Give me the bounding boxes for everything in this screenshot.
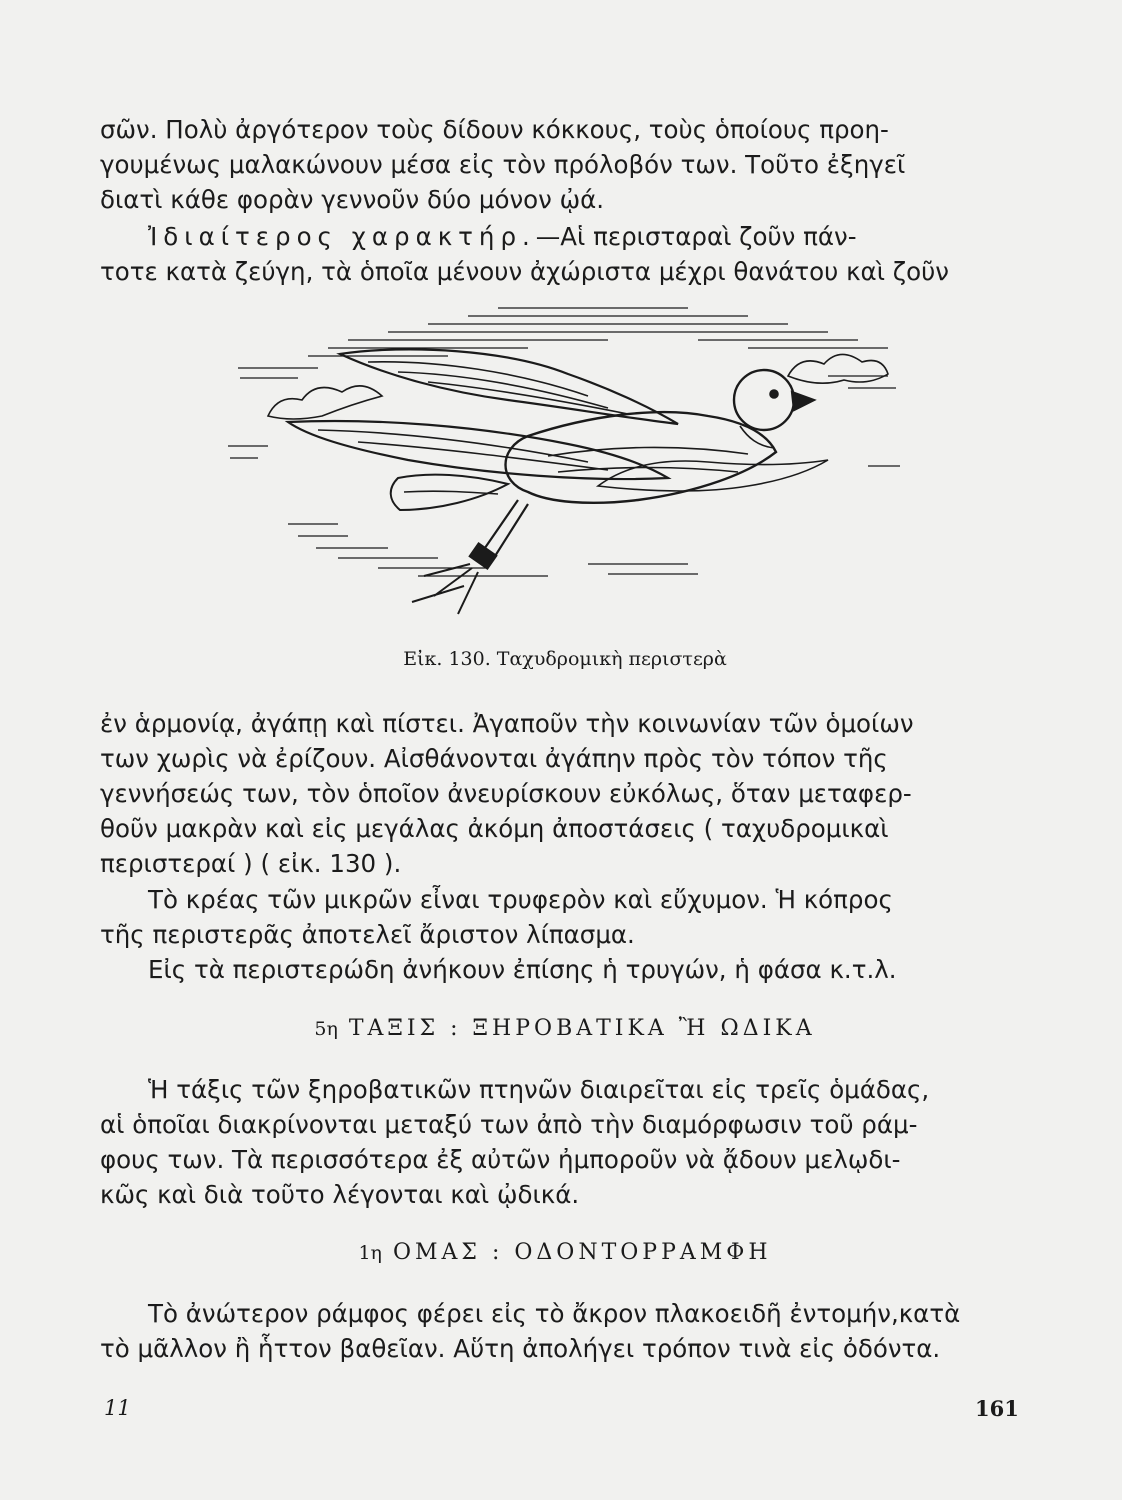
wing-lower [288, 421, 668, 479]
wing-upper [340, 349, 678, 424]
text-line: περιστεραί ) ( εἰκ. 130 ). [100, 849, 402, 878]
paragraph-2 [100, 219, 1030, 289]
spaced-lead-term: Ἰδιαίτερος χαρακτήρ. [148, 222, 536, 251]
text-line: διατὶ κάθε φορὰν γεννοῦν δύο μόνον ᾠά. [100, 185, 605, 214]
text-line: γεννήσεώς των, τὸν ὁποῖον ἀνευρίσκουν εὐκόλως, ὅταν μεταφερ- [100, 779, 912, 808]
pigeon-foot [412, 564, 478, 614]
cloud-right [788, 354, 888, 383]
text-line: ἐν ἁρμονίᾳ, ἀγάπῃ καὶ πίστει. Ἀγαποῦν τὴν κοινωνίαν τῶν ὁμοίων [100, 709, 914, 738]
paragraph-1 [100, 112, 1030, 217]
paragraph-4 [100, 882, 1030, 952]
text-run: —Αἱ περισταραὶ ζοῦν πάν- [535, 222, 857, 251]
text-line: τῆς περιστερᾶς ἀποτελεῖ ἄριστον λίπασμα. [100, 920, 635, 949]
figure-caption: Εἰκ. 130. Ταχυδρομικὴ περιστερὰ [403, 648, 727, 670]
cloud-left [268, 386, 382, 419]
heading-text: ΤΑΞΙΣ : ΞΗΡΟΒΑΤΙΚΑ Ἢ ΩΔΙΚΑ [348, 1016, 816, 1041]
text-line: τὸ μᾶλλον ἢ ἧττον βαθεῖαν. Αὕτη ἀπολήγει τρόπον τινὰ εἰς ὀδόντα. [100, 1334, 941, 1363]
paragraph-3 [100, 706, 1030, 881]
paragraph-7 [100, 1296, 1030, 1366]
heading-number: 5η [314, 1018, 338, 1040]
heading-number: 1η [358, 1242, 382, 1264]
pigeon-illustration [228, 296, 900, 641]
text-line: φους των. Τὰ περισσότερα ἐξ αὐτῶν ἠμποροῦν νὰ ᾄδουν μελῳδι- [100, 1145, 901, 1174]
text-line [100, 219, 1030, 254]
text-line: των χωρὶς νὰ ἐρίζουν. Αἰσθάνονται ἀγάπην πρὸς τὸν τόπον τῆς [100, 744, 888, 773]
page-number: 161 [975, 1396, 1019, 1421]
section-heading-group [100, 1240, 1030, 1265]
pigeon-beak [792, 392, 814, 410]
paragraph-5 [100, 952, 1030, 987]
cloud-bottom [598, 460, 828, 491]
text-line: κῶς καὶ διὰ τοῦτο λέγονται καὶ ᾠδικά. [100, 1180, 580, 1209]
text-line: τοτε κατὰ ζεύγη, τὰ ὁποῖα μένουν ἀχώριστα μέχρι θανάτου καὶ ζοῦν [100, 257, 949, 286]
signature-mark: 11 [104, 1396, 131, 1420]
paragraph-6 [100, 1072, 1030, 1212]
text-line: θοῦν μακρὰν καὶ εἰς μεγάλας ἀκόμη ἀποστάσεις ( ταχυδρομικαὶ [100, 814, 889, 843]
text-line: αἱ ὁποῖαι διακρίνονται μεταξύ των ἀπὸ τὴν διαμόρφωσιν τοῦ ράμ- [100, 1110, 918, 1139]
text-line: σῶν. Πολὺ ἀργότερον τοὺς δίδουν κόκκους, τοὺς ὁποίους προη- [100, 115, 889, 144]
text-line: Τὸ κρέας τῶν μικρῶν εἶναι τρυφερὸν καὶ εὔχυμον. Ἡ κόπρος [148, 885, 893, 914]
pigeon-head [734, 370, 794, 430]
text-line: Εἰς τὰ περιστερώδη ἀνήκουν ἐπίσης ἡ τρυγών, ἡ φάσα κ.τ.λ. [148, 955, 897, 984]
heading-text: ΟΜΑΣ : ΟΔΟΝΤΟΡΡΑΜΦΗ [392, 1240, 772, 1265]
pigeon-eye [770, 390, 778, 398]
text-line: Τὸ ἀνώτερον ράμφος φέρει εἰς τὸ ἄκρον πλακοειδῆ ἐντομήν,κατὰ [148, 1299, 961, 1328]
text-line: Ἡ τάξις τῶν ξηροβατικῶν πτηνῶν διαιρεῖται εἰς τρεῖς ὁμάδας, [148, 1075, 930, 1104]
section-heading-order [100, 1016, 1030, 1041]
text-line: γουμένως μαλακώνουν μέσα εἰς τὸν πρόλοβόν των. Τοῦτο ἐξηγεῖ [100, 150, 906, 179]
speed-lines [228, 308, 900, 576]
